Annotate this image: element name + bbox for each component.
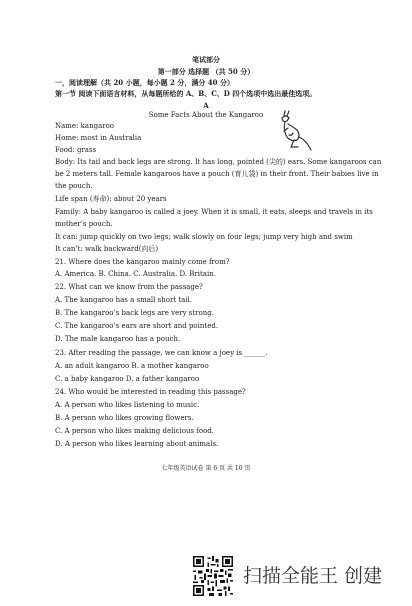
fact-life-span: Life span (寿命): about 20 years [55,195,167,203]
question-23-options-ab: A. an adult kangaroo B. a mother kangaroo [55,362,209,370]
fact-body-line-2: be 2 meters tall. Female kangaroos have a pouch (育儿袋) in their front. Their babies live in [55,170,379,178]
question-21: 21. Where does the kangaroo mainly come from? [55,258,230,266]
question-22-option-d: D. The male kangaroo has a pouch. [55,335,181,343]
page-footer: 七年级英语试卷 第 6 页 共 10 页 [161,465,251,472]
question-21-options: A. America. B. China. C. Australia. D. Britain. [55,270,216,278]
passage-title: Some Facts About the Kangaroo [148,111,264,119]
question-23: 23. After reading the passage, we can know a joey is ______. [55,349,268,357]
passage-label: A [203,101,209,110]
kangaroo-icon [270,110,312,152]
question-23-options-cd: C. a baby kangaroo D. a father kangaroo [55,375,200,383]
fact-body-line-1: Body: Its tail and back legs are strong. It has long, pointed (尖的) ears. Some kangaroos can [55,158,382,166]
section-title: 笔试部分 [192,55,220,64]
fact-food: Food: grass [55,146,97,154]
question-22-option-a: A. The kangaroo has a small short tail. [55,296,193,304]
question-24-option-c: C. A person who likes making delicious food. [55,427,214,435]
question-24-option-d: D. A person who likes learning about animals. [55,440,219,448]
question-22-option-b: B. The kangaroo’s back legs are very strong. [55,309,214,317]
fact-can: It can: jump quickly on two legs; walk slowly on four legs; jump very high and swim [55,233,353,241]
fact-cannot: It can’t: walk backward(向后) [55,245,159,253]
qr-code-icon [193,556,233,596]
question-22: 22. What can we know from the passage? [55,283,203,291]
question-24-option-a: A. A person who likes listening to music. [55,401,200,409]
instruction-text: 第一节 阅读下面语言材料，从每题所给的 A、B、C、D 四个选项中选出最佳选项。 [55,89,317,98]
fact-family-line-2: mother’s pouch. [55,220,113,228]
fact-home: Home: most in Australia [55,134,142,142]
question-22-option-c: C. The kangaroo’s ears are short and pointed. [55,322,219,330]
question-24-option-b: B. A person who likes growing flowers. [55,414,194,422]
watermark-text: 扫描全能王 创建 [243,565,383,587]
question-24: 24. Who would be interested in reading this passage? [55,388,246,396]
part-title: 第一部分 选择题 （共 50 分） [157,67,255,76]
fact-family-line-1: Family: A baby kangaroo is called a joey. When it is small, it eats, sleeps and travels in its [55,208,373,216]
reading-heading: 一，阅读理解（共 20 小题，每小题 2 分，满分 40 分） [55,78,234,87]
fact-body-line-3: the pouch. [55,182,93,190]
fact-name: Name: kangaroo [55,122,115,130]
